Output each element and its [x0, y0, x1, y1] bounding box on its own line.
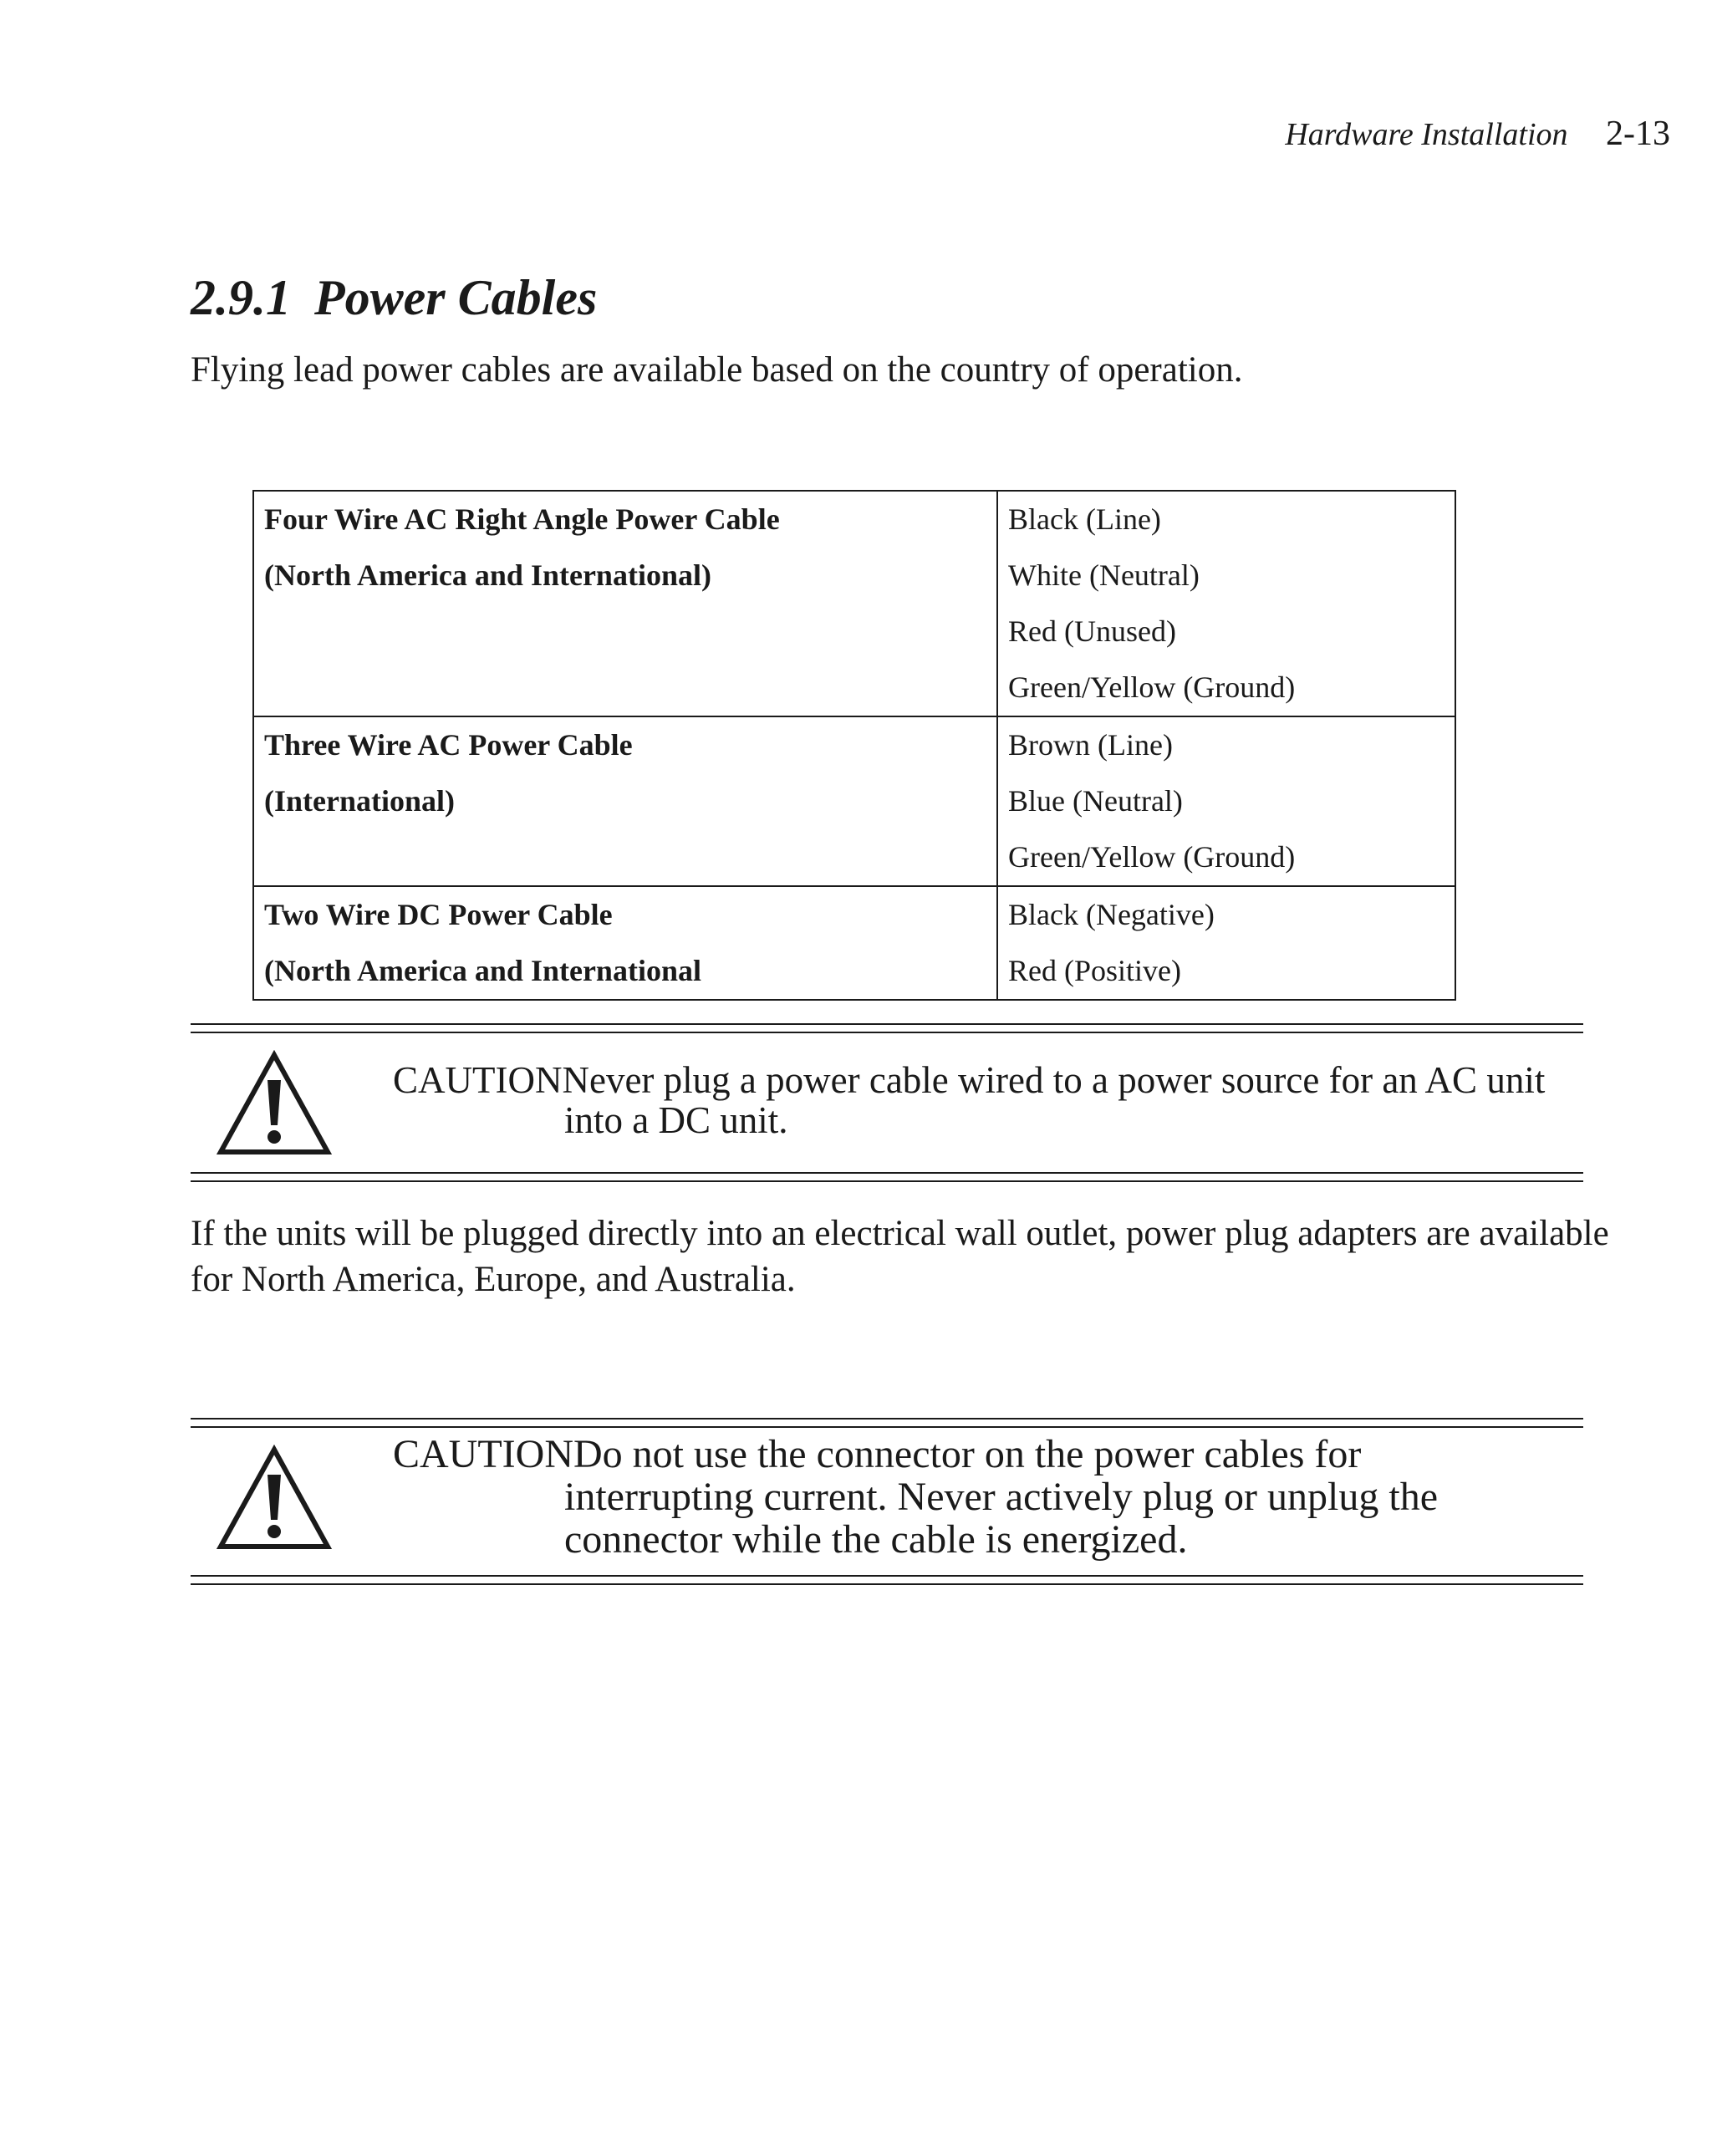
power-cable-table — [252, 490, 1456, 1001]
table-row — [253, 491, 1455, 716]
wire-colors-cell — [997, 716, 1455, 886]
intro-text: Flying lead power cables are available based on the country of operation. — [191, 350, 1243, 390]
cable-name-line: Three Wire AC Power Cable — [264, 728, 633, 762]
caution-box — [191, 1023, 1583, 1182]
cable-name-line: (International) — [264, 784, 455, 818]
wire-color: White (Neutral) — [1008, 558, 1200, 592]
wire-color: Red (Positive) — [1008, 954, 1181, 987]
wire-colors-cell — [997, 886, 1455, 1000]
wire-color: Brown (Line) — [1008, 728, 1173, 762]
header-section-name: Hardware Installation — [1285, 117, 1568, 152]
body-paragraph: If the units will be plugged directly into an electrical wall outlet, power plug adapters are available for North America, Europe, and Australia. — [191, 1214, 1609, 1299]
caution-label: CAUTION — [393, 1059, 563, 1101]
cable-name-line: Four Wire AC Right Angle Power Cable — [264, 502, 780, 536]
wire-color: Blue (Neutral) — [1008, 784, 1183, 818]
caution-label: CAUTION — [393, 1432, 573, 1476]
section-title-text: Power Cables — [314, 270, 598, 325]
caution-message: Never plug a power cable wired to a power source for an AC unit into a DC unit. — [562, 1059, 1546, 1141]
caution-message: Do not use the connector on the power cables for interrupting current. Never actively plug or unplug the connector while the cable is energized. — [564, 1432, 1439, 1562]
cable-name-cell — [253, 716, 997, 886]
section-number: 2.9.1 — [191, 270, 291, 325]
cable-name-cell — [253, 491, 997, 716]
warning-triangle-icon — [216, 1445, 333, 1552]
table-row — [253, 716, 1455, 886]
caution-text — [393, 1433, 1550, 1561]
wire-color: Red (Unused) — [1008, 614, 1176, 648]
wire-color: Green/Yellow (Ground) — [1008, 670, 1296, 704]
wire-color: Green/Yellow (Ground) — [1008, 840, 1296, 874]
wire-colors-cell — [997, 491, 1455, 716]
caution-box — [191, 1418, 1583, 1585]
warning-triangle-icon — [216, 1050, 333, 1157]
cable-name-line: (North America and International) — [264, 558, 711, 592]
wire-color: Black (Negative) — [1008, 898, 1215, 931]
cable-name-line: Two Wire DC Power Cable — [264, 898, 613, 931]
wire-color: Black (Line) — [1008, 502, 1161, 536]
page-number: 2-13 — [1606, 115, 1670, 153]
cable-name-cell — [253, 886, 997, 1000]
cable-name-line: (North America and International — [264, 954, 701, 987]
page-header — [1285, 114, 1670, 154]
caution-text — [393, 1060, 1550, 1140]
table-row — [253, 886, 1455, 1000]
section-title — [191, 269, 597, 327]
